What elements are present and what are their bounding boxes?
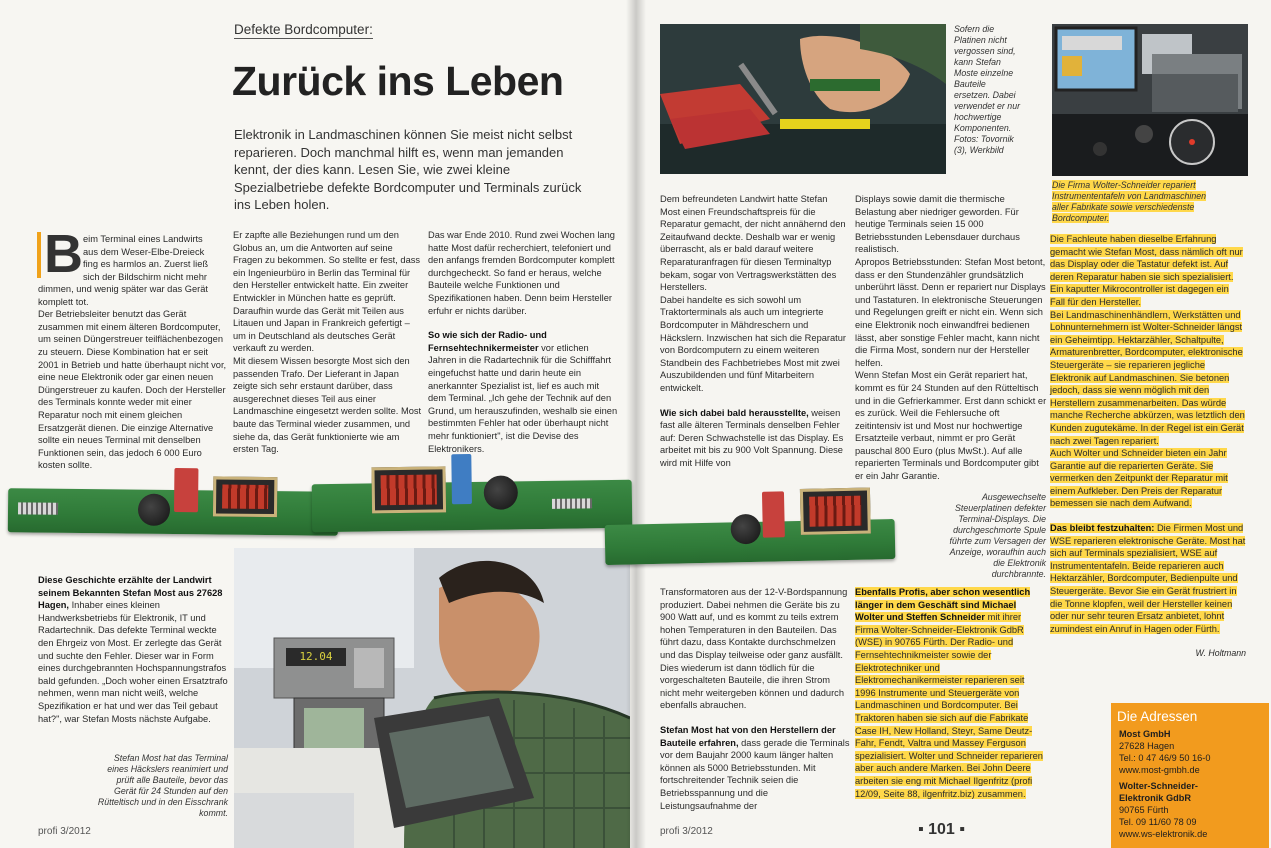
board-connector: [552, 498, 592, 509]
col4b-body: [660, 586, 850, 812]
board-transformer: [371, 466, 446, 513]
col1-body: [38, 283, 228, 472]
paragraph: [38, 574, 228, 725]
col1b-body: [38, 574, 228, 725]
paragraph: [855, 586, 1045, 800]
company-city: 90765 Fürth: [1119, 805, 1169, 815]
run-in-head: So wie sich der Radio- und Fernsehtechnikermeister: [428, 330, 547, 353]
paragraph: Apropos Betriebsstunden: Stefan Most betont, dass er den Stundenzähler grundsätzlich unberührt lässt. Denn er repariert nur Displays und Tastaturen. In elektronische Steuerungen und Regelungen greift er nicht ein. Wenn sich eine Elektronik noch einwandfrei bedienen lässt, aber sonstige Fehler macht, kann nicht die Firma Most, sondern nur der Hersteller helfen.: [855, 256, 1046, 368]
page-number: ▪ 101 ▪: [918, 821, 965, 838]
caption-text: Die Firma Wolter-Schneider repariert Instrumententafeln von Landmaschinen aller Fabrikate sowie verschiedenste Bordcomputer.: [1052, 180, 1207, 223]
paragraph: Dem befreundeten Landwirt hatte Stefan Most einen Freundschaftspreis für die Reparatur gemacht, der nicht annähernd den Zeitaufwand deckte. Deshalb war er wenig überrascht, als er bald darauf weitere Reparaturanfragen für diesen Terminaltyp bekam, sogar von Vertragswerkstätten des Herstellers.: [660, 194, 846, 293]
paragraph: [1050, 447, 1246, 510]
address-list: [1119, 728, 1269, 840]
company-website[interactable]: www.most-gmbh.de: [1119, 765, 1200, 775]
paragraph-text: Inhaber eines kleinen Handwerksbetriebs für Elektronik, IT und Radartechnik. Das defekte Terminal weckte den Ehrgeiz von Most. Er zerlegte das Gerät und suchte den Fehler. Dieser war in Form eines durchgebrannten Hochspannungstrafos bald gefunden. „Doch woher einen Ersatztrafo nehmen, wenn man nicht weiß, welche Spezifikation er hat und wer das Teil gebaut hat?", war Stefan Mosts nächste Aufgabe.: [38, 600, 228, 724]
kicker: Defekte Bordcomputer:: [234, 22, 373, 37]
board-coil: [484, 475, 518, 509]
paragraph: [428, 329, 618, 455]
paragraph: Transformatoren aus der 12-V-Bordspannung produziert. Dabei nehmen die Geräte bis zu 900 Watt auf, und es kommt zu teils extrem hohen Temperaturen in den Bauteilen. Das führt dazu, dass Kontakte durchschmelzen und das Display teilweise oder ganz ausfällt. Dies wiederum ist dann tödlich für die vorgeschalteten Bauteile, die ihren Strom nicht mehr weitergeben können und dadurch ebenfalls abrauchen.: [660, 587, 848, 711]
circuit-board-right: [605, 519, 896, 565]
intro-line: fing es harmlos an. Zuerst ließ: [83, 259, 209, 270]
instrument-panel-illustration: [1052, 24, 1248, 176]
paragraph: Displays sowie damit die thermische Belastung aber niedriger geworden. Für heutige Terminals seien 15 000 Betriebsstunden Lebensdauer durchaus realistisch.: [855, 194, 1020, 255]
paragraph: [1050, 233, 1246, 309]
run-in-head: Stefan Most hat von den Herstellern der Bauteile erfahren,: [660, 724, 836, 748]
board-capacitor: [451, 454, 472, 504]
paragraph: Mit diesem Wissen besorgte Most sich den passenden Trafo. Der Lieferant in Japan zeigte sich sehr erstaunt darüber, dass ausgerechnet dieses Teil aus einer Landmaschine eingesetzt werden sollte. Most baute das Terminal wieder zusammen, und siehe da, das Gerät funktionierte wie am ersten Tag.: [233, 355, 422, 455]
paragraph-text: Die Firmen Most und WSE reparieren elektronische Geräte. Most hat sich auf Terminals spezialisiert, WSE auf Instrumententafeln. Beide reparieren auch Hektarzähler, Bordcomputer, Bedienpulte und Steuergeräte. Bevor Sie ein Gerät frustriert in die Tonne klopfen, weil der Hersteller keinen oder nur sehr teuren Ersatz anbietet, lohnt zumindest ein Anruf in Hagen oder Fürth.: [1050, 523, 1246, 634]
company-city: 27628 Hagen: [1119, 741, 1175, 751]
board-coil: [730, 514, 761, 545]
soldering-illustration: [660, 24, 946, 174]
photo-soldering: [660, 24, 946, 174]
circuit-board-middle: [312, 480, 633, 532]
intro-line: sich der Bildschirm nicht mehr: [83, 271, 207, 282]
col5-body: [855, 193, 1047, 483]
page-gutter: [626, 0, 646, 848]
paragraph-text: Auch Wolter und Schneider bieten ein Jahr Garantie auf die reparierten Geräte. Sie vermerken den Zeitpunkt der Reparatur mit einem Aufkleber. Den Preis der Reparatur bemessen sie nach dem Aufwand.: [1050, 448, 1228, 509]
address-box-title: Die Adressen: [1117, 709, 1198, 724]
intro-line: aus dem Weser-Elbe-Dreieck: [83, 246, 205, 257]
board-capacitor: [762, 491, 785, 537]
circuit-board-left: [8, 488, 338, 535]
run-in-head: Ebenfalls Profis, aber schon wesentlich länger in dem Geschäft sind Michael Wolter und Steffen Schneider: [855, 587, 1031, 623]
right-page: [636, 0, 1271, 848]
technician-illustration: [234, 548, 630, 848]
run-in-head: Diese Geschichte erzählte der Landwirt seinem Bekannten Stefan Most aus 27628 Hagen,: [38, 575, 223, 611]
paragraph: Wenn Stefan Most ein Gerät repariert hat, kommt es für 24 Stunden auf den Rütteltisch und in die Gefrierkammer. Erst dann schickt er es zurück. Weil die Fehlersuche oft zeitintensiv ist und Most nur hochwertige Ersatzteile verbaut, nimmt er pro Gerät pauschal 800 Euro (plus MwSt.). Auf alle reparierten Terminals und Bordcomputer gibt er ein Jahr Garantie.: [855, 370, 1047, 482]
meter-readout: 12.04: [299, 650, 333, 663]
caption-boards: Ausgewechselte Steuerplatinen defekter Terminal-Displays. Die durchgeschmorte Spule führte zum Versagen der Anzeige, woraufhin auch die Elektronik durchbrannte.: [949, 492, 1046, 579]
col4-body: [660, 193, 850, 469]
col1-intro: [83, 233, 228, 283]
paragraph-text: Bei Landmaschinenhändlern, Werkstätten und Lohnunternehmern ist Wolter-Schneider längst ein Geheimtipp. Hektarzähler, Schaltpulte, Armaturenbretter, Bordcomputer, elektronische Steuergeräte – sie reparieren jegliche Elektronik auf Landmaschinen. Sie betonen jedoch, dass sie wenn möglich mit den Herstellern zusammenarbeiten. Das würde manche Recherche abkürzen, was letztlich den Kunden zugutekäme. In der Regel ist ein Gerät nach zwei Tagen repariert.: [1050, 309, 1245, 446]
headline: Zurück ins Leben: [232, 58, 564, 104]
col5b-body: [855, 586, 1045, 800]
folio-left: profi 3/2012: [38, 826, 91, 837]
paragraph: Er zapfte alle Beziehungen rund um den Globus an, um die Antworten auf seine Fragen zu bekommen. So stellte er fest, dass ein Ingenieurbüro in Berlin das Terminal für den Hersteller entwickelt hatte. Ein zweiter Entwickler in München hatte es geprüft. Daraufhin wurde das Gerät mit Teilen aus Litauen und Japan in Frankreich gefertigt – um in Deutschland als deutsches Gerät verkauft zu werden.: [233, 230, 421, 354]
caption-technician: Stefan Most hat das Terminal eines Häckslers reanimiert und prüft alle Bauteile, bevor das Gerät für 24 Stunden auf den Rütteltisch und in den Eisschrank kommt.: [97, 753, 228, 818]
paragraph: [660, 724, 850, 812]
paragraph: Dabei handelte es sich sowohl um Traktorterminals als auch um integrierte Bordcomputer in Mähdreschern und Häckslern. Inzwischen hat sich die Reparatur von Bordcomputern zu einem weiteren Standbein des Fachbetriebes Most mit zwei Auszubildenden und fünf Mitarbeitern entwickelt.: [660, 294, 847, 393]
caption-instrument-panel: [1052, 180, 1212, 224]
caption-soldering: Sofern die Platinen nicht vergossen sind, kann Stefan Moste einzelne Bauteile ersetzen. Dabei verwendet er nur hochwertige Komponenten. Fotos: Tovornik (3), Werkbild: [954, 24, 1021, 155]
company-name: Elektronik GdbR: [1119, 793, 1191, 803]
company-name: Most GmbH: [1119, 729, 1171, 739]
board-transformer: [800, 487, 871, 534]
intro-line: eim Terminal eines Landwirts: [83, 234, 203, 244]
board-coil: [138, 494, 170, 526]
board-transformer: [213, 476, 277, 517]
paragraph-text: vor etlichen Jahren in die Radartechnik für die Schifffahrt eingefuchst hatte und darin heute ein anerkannter Spezialist ist, lief es auch mit dem Terminal. „Ich gehe der Technik auf den Grund, um herauszufinden, weshalb sie einen bestimmten Fehler hat oder überhaupt nicht mehr funktioniert", ist die Devise des Elektronikers.: [428, 342, 618, 454]
paragraph: Das war Ende 2010. Rund zwei Wochen lang hatte Most dafür recherchiert, telefoniert und den anfangs fremden Bordcomputer komplett durchgecheckt. So fand er heraus, welche Bauteile welche Funktionen und Spezifikationen haben. Denn beim Hersteller erfuhr er nichts darüber.: [428, 230, 615, 316]
photo-instrument-panel: [1052, 24, 1248, 176]
paragraph-text: dass gerade die Terminals vor dem Baujahr 2000 kaum länger halten können als 5000 Betriebsstunden. Mit fortschreitender Technik seien die Betriebsspannung und die Leistungsaufnahme der: [660, 737, 850, 811]
company-name: Wolter-Schneider-: [1119, 781, 1198, 791]
lead-paragraph: Elektronik in Landmaschinen können Sie meist nicht selbst reparieren. Doch manchmal hilft es, wenn man jemanden kennt, der dies kann. Lesen Sie, wie zwei kleine Spezialbetriebe defekte Bordcomputer und Terminals zurück ins Leben holen.: [234, 127, 582, 213]
photo-technician: [234, 548, 630, 848]
company-phone: Tel.: 0 47 46/9 50 16-0: [1119, 753, 1211, 763]
board-connector: [18, 502, 58, 514]
paragraph: dimmen, und wenig später war das Gerät komplett tot.: [38, 284, 209, 307]
col6-body: [1050, 233, 1246, 660]
company-phone: Tel. 09 11/60 78 09: [1119, 817, 1197, 827]
run-in-head: Wie sich dabei bald herausstellte,: [660, 407, 809, 418]
board-capacitor: [174, 468, 198, 512]
author-byline: W. Holtmann: [1195, 648, 1246, 659]
run-in-head: Das bleibt festzuhalten:: [1050, 523, 1155, 534]
address-box: [1111, 703, 1269, 848]
paragraph-text: Die Fachleute haben dieselbe Erfahrung gemacht wie Stefan Most, dass nämlich oft nur das Display oder die Tastatur defekt ist. Auf deren Reparatur haben sie sich spezialisiert. Ein kaputter Mikrocontroller ist dagegen ein Fall für den Hersteller.: [1050, 234, 1243, 307]
page-number-text: 101: [928, 821, 955, 838]
dropcap-accent: [37, 232, 41, 278]
paragraph: [1050, 309, 1246, 448]
paragraph: [1050, 522, 1246, 635]
paragraph: [660, 407, 850, 470]
col2-body: [233, 229, 423, 456]
paragraph-text: weisen fast alle älteren Terminals denselben Fehler auf: Deren Schwachstelle ist das Display. Es arbeitet mit bis zu 900 Volt Spannung. Diese wird mit Hilfe von: [660, 407, 844, 468]
paragraph-text: mit ihrer Firma Wolter-Schneider-Elektronik GdbR (WSE) in 90765 Fürth. Der Radio- und Fernsehtechnikmeister sowie der Elektrotechniker und Elektromechanikermeister reparieren seit 1996 Instrumente und Steuergeräte von Landmaschinen und Bordcomputer. Bei Traktoren haben sie sich auf die Fabrikate Case IH, New Holland, Steyr, Same Deutz-Fahr, Fendt, Valtra und Massey Ferguson spezialisiert. Wolter und Schneider reparieren aber auch andere Marken. Bei John Deere arbeiten sie eng mit Michael Ilgenfritz (profi 12/09, Seite 88, ilgenfritz.biz) zusammen.: [855, 612, 1043, 799]
paragraph: Der Betriebsleiter benutzt das Gerät zusammen mit einem älteren Bordcomputer, um seinen Düngerstreuer teilflächenbezogen zu steuern. Diese Kombination hat er seit 2001 in Betrieb und hatte überhaupt nicht vor, eine neue Elektronik oder gar einen neuen Düngerstreuer zu kaufen. Doch der Hersteller des Terminals konnte weder mit einer Reparatur noch mit einem gleichen Ersatzgerät dienen. Die einzige Alternative sollte ein neues Terminal mit denselben Funktionen sein, das jedoch 6 000 Euro kosten sollte.: [38, 309, 227, 471]
company-website[interactable]: www.ws-elektronik.de: [1119, 829, 1208, 839]
folio-right: profi 3/2012: [660, 826, 713, 837]
dropcap: B: [44, 224, 83, 284]
col3-body: [428, 229, 618, 455]
